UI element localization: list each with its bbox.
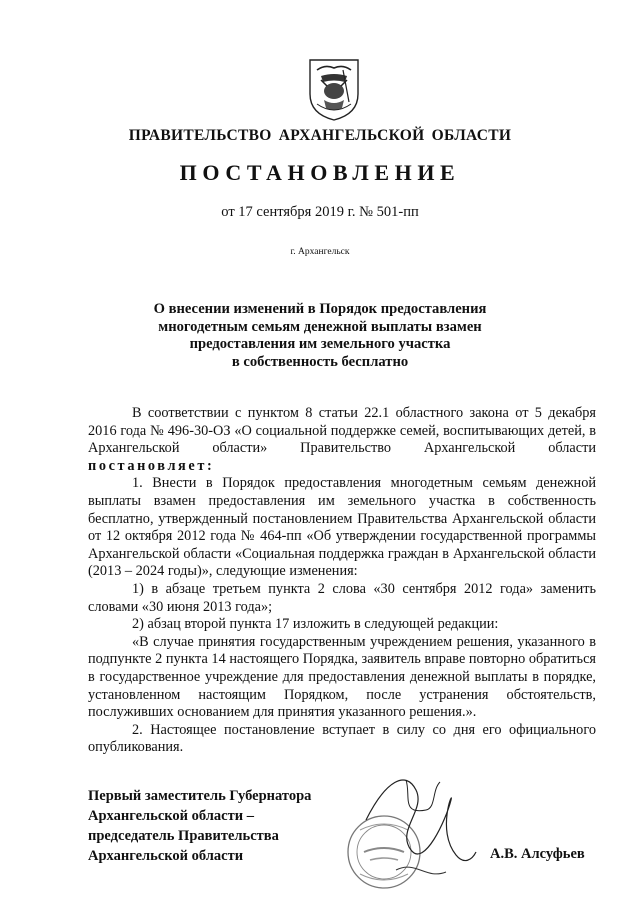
stamp-and-signature <box>336 760 480 900</box>
intro-text: В соответствии с пунктом 8 статьи 22.1 областного закона от 5 декабря 2016 года № 496-30-ОЗ «О социальной поддержке семей, воспитывающих детей, в Архангельской области» Правительство Архангельской области <box>88 405 596 457</box>
date-and-number: от 17 сентября 2019 г. № 501-пп <box>221 204 419 220</box>
signatory-name: А.В. Алсуфьев <box>490 846 585 862</box>
title-line: предоставления им земельного участка <box>189 336 451 353</box>
position-line: председатель Правительства <box>88 828 279 844</box>
subparagraph-2: 2) абзац второй пункта 17 изложить в следующей редакции: <box>132 616 499 633</box>
city: г. Архангельск <box>290 247 350 257</box>
position-line: Архангельской области <box>88 848 244 864</box>
resolves-word: постановляет: <box>88 457 215 474</box>
position-line: Первый заместитель Губернатора <box>88 788 312 804</box>
paragraph-1: 1. Внести в Порядок предоставления многодетным семьям денежной выплаты взамен предоставления им земельного участка в собственность бесплатно, утвержденный постановлением Правительства Архангельской области от 12 октября 2012 года № 464-пп «Об утверждении государственной программы Архангельской области «Социальная поддержка граждан в Архангельской области (2013 – 2024 годы)», следующие изменения: <box>88 475 596 580</box>
title-line: многодетным семьям денежной выплаты взамен <box>158 318 482 335</box>
title-line: в собственность бесплатно <box>231 353 409 370</box>
document-title <box>120 301 520 371</box>
quoted-text: «В случае принятия государственным учреждением решения, указанного в подпункте 2 пункта 14 настоящего Порядка, заявитель вправе повторно обратиться в государственное учреждение для предоставления денежной выплаты в порядке, установленном настоящим Порядком, после устранения обстоятельств, послуживших основанием для принятия указанного решения.». <box>88 633 596 721</box>
title-line: О внесении изменений в Порядок предоставления <box>153 301 487 317</box>
document-type: ПОСТАНОВЛЕНИЕ <box>179 160 461 185</box>
intro-paragraph <box>88 405 596 475</box>
document-body <box>88 405 596 757</box>
paragraph-2: 2. Настоящее постановление вступает в силу со дня его официального опубликования. <box>88 721 596 756</box>
government-name: ПРАВИТЕЛЬСТВО АРХАНГЕЛЬСКОЙ ОБЛАСТИ <box>128 127 512 144</box>
position-line: Архангельской области – <box>88 808 254 824</box>
subparagraph-1: 1) в абзаце третьем пункта 2 слова «30 сентября 2012 года» заменить словами «30 июня 2013 года»; <box>88 580 596 615</box>
coat-of-arms-emblem <box>307 58 361 122</box>
signatory-position <box>88 786 311 866</box>
